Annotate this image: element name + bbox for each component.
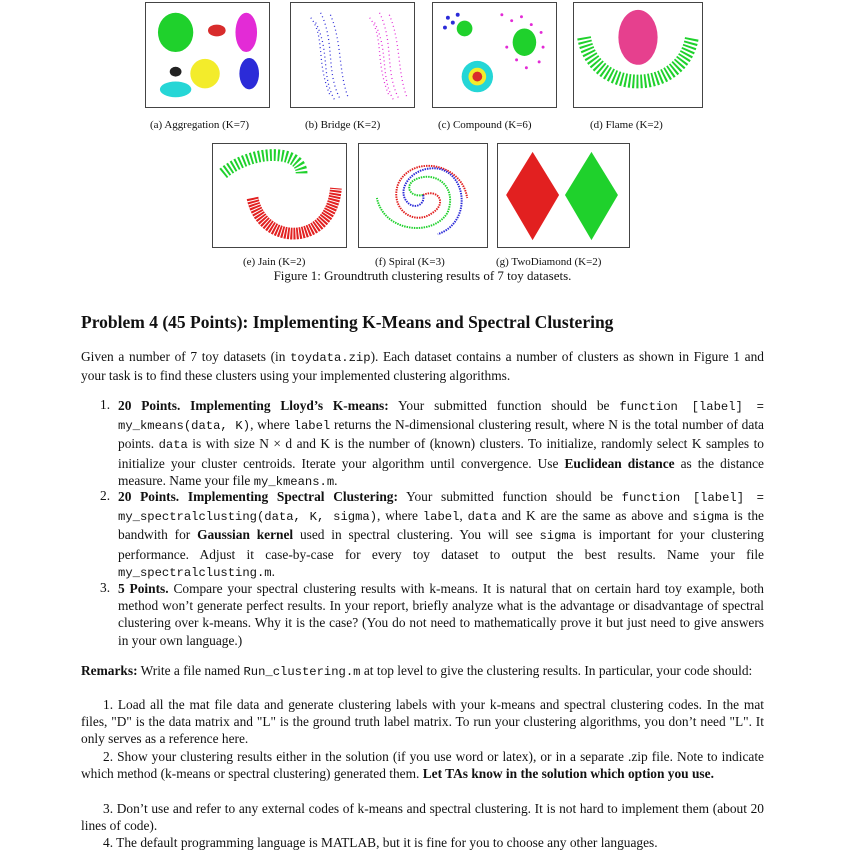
panel-compound <box>432 2 557 108</box>
item-2-text: . <box>271 563 275 579</box>
item-2-text: , <box>459 508 468 524</box>
item-3-number: 3. <box>100 580 111 595</box>
flame-scatter <box>574 3 702 107</box>
jain-scatter <box>213 144 346 247</box>
intro-code: toydata.zip <box>290 351 371 365</box>
item-1-text: . <box>334 472 338 488</box>
remark-3-text: 3. Don’t use and refer to any external codes of k-means and spectral clustering. It is not hard to implement them (about 20 lines of code). <box>81 801 764 834</box>
remarks-text: Write a file named <box>137 663 244 678</box>
item-1 <box>118 397 764 491</box>
item-1-text: is with size N × d and K is the number of (known) clusters. To initialize, randomly select K samples to initialize your cluster centroids. Iterate your algorithm until convergence. Use <box>118 436 765 471</box>
cluster-black <box>170 67 182 77</box>
item-2-bold: Gaussian kernel <box>197 527 294 543</box>
item-1-text: Your submitted function should be <box>388 398 620 413</box>
item-3-heading: 5 Points. <box>118 581 169 596</box>
item-2-text: Your submitted function should be <box>397 489 622 504</box>
item-2 <box>118 488 764 582</box>
item-3 <box>118 580 764 649</box>
item-2-filename: my_spectralclusting.m <box>118 565 272 580</box>
item-2-code: sigma <box>692 510 729 525</box>
item-2-code-signature: function [label] = my_spectralclusting(data, K, sigma) <box>118 491 764 525</box>
item-2-text: , where <box>377 508 423 524</box>
item-1-text: , where <box>250 417 294 433</box>
item-2-code: data <box>467 510 497 525</box>
compound-scatter <box>433 3 556 107</box>
item-2-number: 2. <box>100 488 111 503</box>
caption-spiral: (f) Spiral (K=3) <box>375 256 445 268</box>
item-1-heading: 20 Points. Implementing Lloyd’s K-means: <box>118 398 389 413</box>
remarks-label: Remarks: <box>81 663 138 678</box>
remark-4-text: 4. The default programming language is MATLAB, but it is fine for you to choose any other languages. <box>103 835 658 850</box>
item-1-code: label <box>293 419 331 434</box>
item-1-bold: Euclidean distance <box>564 455 675 471</box>
panel-jain <box>212 143 347 248</box>
intro-paragraph <box>81 348 764 384</box>
panel-twodiamond <box>497 143 630 248</box>
intro-text-1: Given a number of 7 toy datasets (in <box>81 349 291 364</box>
caption-twodiamond: (g) TwoDiamond (K=2) <box>496 256 602 268</box>
remarks-filename: Run_clustering.m <box>243 665 361 679</box>
panel-aggregation <box>145 2 270 108</box>
twodiamond-scatter <box>498 144 629 247</box>
remarks <box>81 662 764 681</box>
item-2-code: sigma <box>539 529 577 544</box>
item-1-text: returns the N-dimensional clustering result, where N is the total number of data points. <box>118 417 764 452</box>
caption-aggregation: (a) Aggregation (K=7) <box>150 119 250 131</box>
remark-3 <box>81 800 764 834</box>
item-2-text: is important for your clustering performance. Adjust it case-by-case for every toy dataset to output the best results. Name your file <box>118 527 765 562</box>
item-2-text: is the bandwith for <box>118 508 764 543</box>
item-2-code: label <box>422 510 460 525</box>
cluster-cyan <box>160 81 191 97</box>
remarks-text: at top level to give the clustering results. In particular, your code should: <box>360 663 753 678</box>
item-2-text: and K are the same as above and <box>496 508 693 524</box>
caption-compound: (c) Compound (K=6) <box>438 119 532 131</box>
caption-flame: (d) Flame (K=2) <box>590 119 663 131</box>
caption-bridge: (b) Bridge (K=2) <box>305 119 381 131</box>
figure-caption: Figure 1: Groundtruth clustering results of 7 toy datasets. <box>273 268 572 283</box>
item-1-text: as the distance measure. Name your file <box>118 455 764 488</box>
cluster-green <box>158 13 193 52</box>
cluster-yellow <box>190 59 219 88</box>
panel-bridge <box>290 2 415 108</box>
remark-2-text: 2. Show your clustering results either in the solution (if you use word or latex), or in a separate .zip file. Note to indicate which method (k-means or spectral clustering) generated them. <box>81 749 764 782</box>
remark-2 <box>81 748 764 782</box>
intro-text-2: ). Each dataset contains a number of clusters as shown in Figure 1 and your task is to find these clusters using your implemented clustering algorithms. <box>81 349 764 384</box>
cluster-red <box>208 25 226 37</box>
remark-1-text: 1. Load all the mat file data and generate clustering labels with your k-means and spectral clustering codes. In the mat files, "D" is the data matrix and "L" is the ground truth label matrix. To run your clustering algorithms, you don’t need "L". It only serves as a reference here. <box>81 697 764 747</box>
panel-flame <box>573 2 703 108</box>
remark-2-bold: Let TAs know in the solution which option you use. <box>422 766 714 782</box>
aggregation-scatter <box>146 3 269 107</box>
remark-1 <box>81 696 764 748</box>
remark-4 <box>81 834 764 851</box>
item-2-heading: 20 Points. Implementing Spectral Clustering: <box>118 489 398 504</box>
item-1-code-signature: function [label] = my_kmeans(data, K) <box>118 400 764 434</box>
panel-spiral <box>358 143 488 248</box>
problem-title: Problem 4 (45 Points): Implementing K-Means and Spectral Clustering <box>81 312 614 332</box>
item-1-code: data <box>158 438 188 453</box>
item-1-number: 1. <box>100 397 111 412</box>
item-3-text: Compare your spectral clustering results with k-means. It is natural that on certain hard toy example, both method won’t generate perfect results. In your report, briefly analyze what is the advantage or disadvantage of spectral clustering over k-means. Why it is the case? (You do not need to mathematically prove it but just need to give answers in your own language.) <box>118 581 765 648</box>
cluster-magenta <box>235 13 257 52</box>
bridge-scatter <box>291 3 414 107</box>
item-1-filename: my_kmeans.m <box>253 474 335 489</box>
caption-jain: (e) Jain (K=2) <box>243 256 306 268</box>
spiral-scatter <box>359 144 487 247</box>
item-2-text: used in spectral clustering. You will see <box>293 527 540 543</box>
cluster-blue <box>239 58 259 89</box>
